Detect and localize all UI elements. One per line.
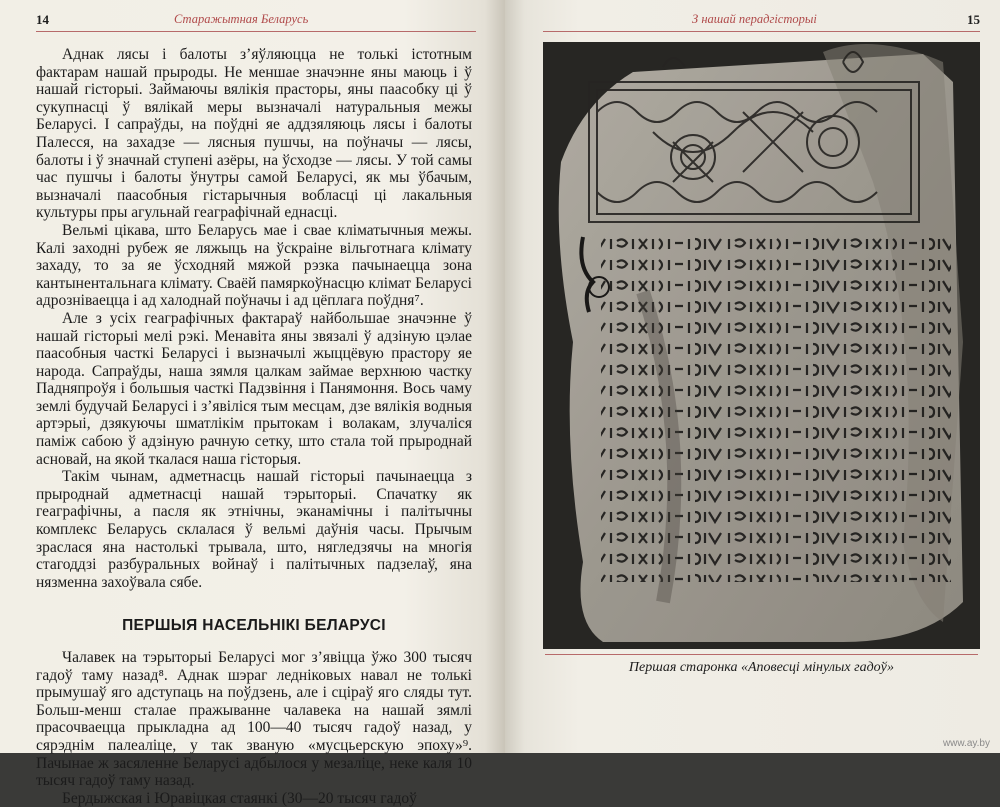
header-rule-left xyxy=(36,31,476,32)
paragraph: Такім чынам, адметнасць нашай гісторыі пачынаецца з прыроднай адметнасці нашай тэрыторыі. Спачатку як геаграфічны, а пасля як этнічны, эканамічны і палітычны комплекс Беларусь склалася ў вельмі даўнія часы. Прычым зраслася яна настолькі трывала, што, нягледзячы на многія стагоддзі разбуральных войнаў і палітычных падзелаў, яна нязменна захоўвала сябе. xyxy=(36,468,472,591)
main-text xyxy=(36,46,472,807)
paragraph: Чалавек на тэрыторыі Беларусі мог з’явіцца ўжо 300 тысяч гадоў таму назад⁸. Аднак шэраг ледніковых навал не толькі прымушаў яго адступаць на поўдзень, але і сціраў яго сляды тут. Больш-менш сталае пражыванне чалавека на нашай зямлі прасочваецца прыкладна ад 100—40 тысяч гадоў назад, у сярэднім палеаліце, у так званую «мусцьерскую эпоху»⁹. Пачынае ж засяленне Беларусі адбылося у мезаліце, неке каля 10 тысяч гадоў таму назад. xyxy=(36,649,472,790)
paragraph: Вельмі цікава, што Беларусь мае і свае кліматычныя межы. Калі заходні рубеж яе ляжыць на ўскраіне вільготнага клімату захаду, то за яе ўсходняй мяжой рэзка пачынаецца зона кантынентальнага клімату. Сваёй памяркоўнасцю клімат Беларусі адрозніваецца і ад халоднай поўначы і ад цёплага поўдня⁷. xyxy=(36,221,472,310)
page-number-left: 14 xyxy=(36,12,49,27)
running-head-left: Старажытная Беларусь xyxy=(174,12,309,26)
page-number-right: 15 xyxy=(967,12,980,27)
figure-caption: Першая старонка «Аповесці мінулых гадоў» xyxy=(628,660,895,675)
section-title: ПЕРШЫЯ НАСЕЛЬНІКІ БЕЛАРУСІ xyxy=(122,617,386,635)
paragraph: Бердыжская і Юравіцкая стаянкі (30—20 тысяч гадоў xyxy=(62,789,417,807)
running-head-right: З нашай перадгісторыі xyxy=(692,12,817,26)
watermark: www.ay.by xyxy=(942,738,990,749)
caption-rule xyxy=(545,654,978,655)
paragraph: Аднак лясы і балоты з’яўляюцца не толькі істотным фактарам нашай прыроды. Не меншае значэнне яны маюць і ў нашай гісторыі. Займаючы вялікія прасторы, яны паасобку ці ў сукупнасці ў вялікай меры вызначалі натуральныя межы Беларусі. І сапраўды, на поўдні яе аддзяляюць лясы і балоты Палесся, на захадзе — лясныя пушчы, на поўначы — лясы, балоты і ў значнай ступені азёры, на ўсходзе — лясы. У той самы час пушчы і балоты ўнутры самой Беларусі, як мы ўбачым, вызначалі паасобныя гістарычныя вобласці ці лакальныя культуры пры агульнай геаграфічнай еднасці. xyxy=(36,46,472,222)
manuscript-illustration xyxy=(543,42,980,649)
paragraph: Але з усіх геаграфічных фактараў найбольшае значэнне ў нашай гісторыі мелі рэкі. Менавіта яны звязалі ў адзіную цэлае паасобныя часткі Беларусі і вызначылі жыццёвую прастору яе народа. Сапраўды, наша зямля цалкам займае верхнюю частку Падняпроўя і большыя часткі Падзвіння і Панямоння. Вось чаму землі будучай Беларусі і з’явіліся тым месцам, дзе вялікія водныя артэрыі, дзякуючы шматлікім прытокам і волакам, злучаліся паміж сабою ў адзіную рачную сетку, што стала той прыроднай асновай, на якой ткалася наша гісторыя. xyxy=(36,309,472,468)
header-rule-right xyxy=(543,31,980,32)
